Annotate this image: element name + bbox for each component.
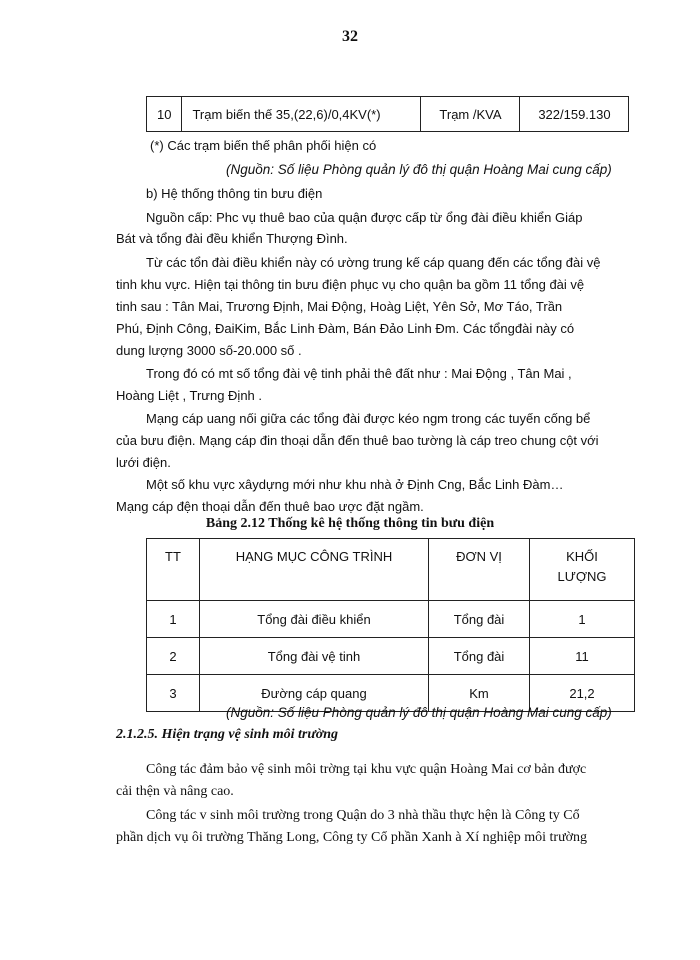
paragraph-line: phần dịch vụ ôi trường Thăng Long, Công ty Cổ phần Xanh à Xí nghiệp môi trường: [116, 830, 588, 845]
paragraph-line: Từ các tổn đài điều khiển này có ường trung kế cáp quang đến các tổng đài vệ: [146, 255, 601, 270]
header-cell-item: HẠNG MỤC CÔNG TRÌNH: [200, 539, 429, 601]
table-cell-value: 322/159.130: [520, 97, 629, 132]
paragraph-line: Một số khu vực xâydựng mới như khu nhà ở Định Cng, Bắc Linh Đàm…: [146, 477, 564, 492]
table-cell: 11: [530, 638, 635, 675]
paragraph-line: dung lượng 3000 số-20.000 số .: [116, 343, 302, 358]
paragraph-line: Nguồn cấp: Phc vụ thuê bao của quận được cấp từ ổng đài điều khiển Giáp: [146, 210, 583, 225]
table-cell: Tổng đài: [429, 638, 530, 675]
table-row: [147, 601, 635, 638]
table-cell: Đường cáp quang: [200, 675, 429, 712]
header-cell-unit: ĐƠN VỊ: [429, 539, 530, 601]
paragraph-line: Hoàng Liệt , Trưng Định .: [116, 388, 263, 403]
table-cell: Km: [429, 675, 530, 712]
section-heading: 2.1.2.5. Hiện trạng vệ sinh môi trường: [116, 727, 339, 742]
table-cell: 2: [147, 638, 200, 675]
table-cell: Tổng đài: [429, 601, 530, 638]
header-cell-tt: TT: [147, 539, 200, 601]
table-caption: Bảng 2.12 Thống kê hệ thống thông tin bưu điện: [205, 516, 495, 531]
table-infrastructure-tail: [146, 96, 629, 132]
paragraph-line: Công tác đảm bảo vệ sinh môi trờng tại khu vực quận Hoàng Mai cơ bản được: [146, 762, 587, 777]
section-subheading: b) Hệ thống thông tin bưu điện: [146, 186, 323, 201]
source-citation: (Nguồn: Số liệu Phòng quản lý đô thị quận Hoàng Mai cung cấp): [226, 162, 612, 177]
paragraph-line: Mạng cáp đện thoại dẫn đến thuê bao ược đặt ngầm.: [116, 499, 424, 514]
paragraph-line: Trong đó có mt số tổng đài vệ tinh phải thê đất như : Mai Động , Tân Mai ,: [146, 366, 572, 381]
page-number: 32: [342, 28, 358, 45]
header-cell-amount: [530, 539, 635, 601]
table-note: (*) Các trạm biến thế phân phối hiện có: [150, 138, 377, 153]
paragraph-line: Phú, Định Công, ĐaiKim, Bắc Linh Đàm, Bán Đảo Linh Đm. Các tổngđài này có: [116, 321, 575, 336]
paragraph-line: Bát và tổng đài đều khiển Thượng Đình.: [116, 231, 348, 246]
table-row: [147, 638, 635, 675]
paragraph-line: lưới điện.: [116, 455, 171, 470]
table-cell: 21,2: [530, 675, 635, 712]
paragraph-line: của bưu điện. Mạng cáp đin thoại dẫn đến thuê bao tường là cáp treo chung cột với: [116, 433, 599, 448]
table-cell-unit: Trạm /KVA: [421, 97, 520, 132]
paragraph-line: tinh sau : Tân Mai, Trương Định, Mai Động, Hoàg Liệt, Yên Sở, Mơ Táo, Trần: [116, 299, 563, 314]
header-amount-line2: LƯỢNG: [557, 569, 607, 584]
telecom-table: [146, 538, 635, 712]
paragraph-line: Công tác v sinh môi trường trong Quận do 3 nhà thầu thực hện là Công ty Cổ: [146, 808, 580, 823]
table-cell-no: 10: [147, 97, 182, 132]
table-cell: Tổng đài điều khiển: [200, 601, 429, 638]
header-amount-line1: KHỐI: [566, 549, 598, 564]
table-cell: 1: [147, 601, 200, 638]
table-header-row: [147, 539, 635, 601]
paragraph-line: tinh khu vực. Hiện tại thông tin bưu điện phục vụ cho quận ba gồm 11 tổng đài vệ: [116, 277, 585, 292]
table-cell: 1: [530, 601, 635, 638]
table-row: [147, 97, 629, 132]
table-cell-item: Trạm biến thế 35,(22,6)/0,4KV(*): [182, 97, 421, 132]
source-citation: (Nguồn: Số liệu Phòng quản lý đô thị quận Hoàng Mai cung cấp): [226, 705, 612, 720]
paragraph-line: Mạng cáp uang nối giữa các tổng đài được kéo ngm trong các tuyến cống bể: [146, 411, 591, 426]
table-cell: Tổng đài vệ tinh: [200, 638, 429, 675]
table-cell: 3: [147, 675, 200, 712]
paragraph-line: cải thện và nâng cao.: [116, 784, 234, 799]
